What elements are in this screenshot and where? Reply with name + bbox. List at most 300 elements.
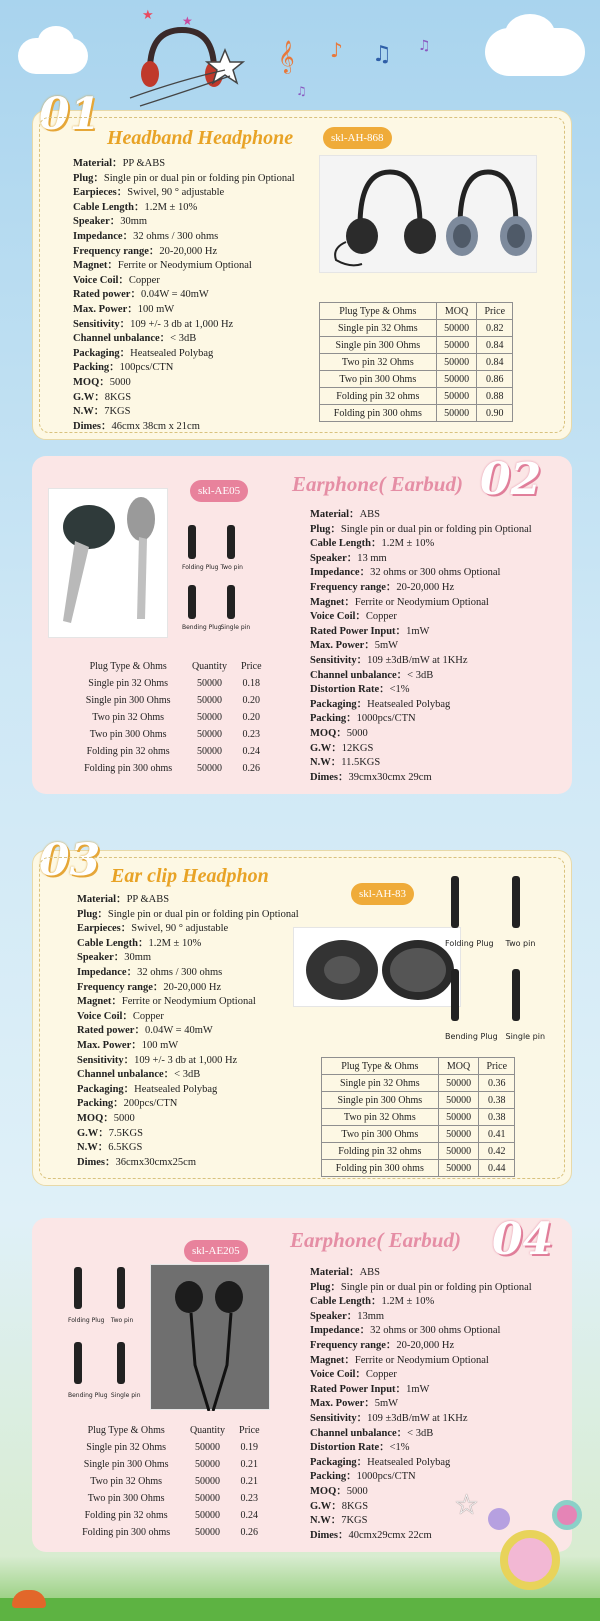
plug-icon [117, 1267, 125, 1309]
table-cell: Folding pin 300 ohms [82, 1527, 171, 1538]
spec-value: 5000 [346, 727, 368, 739]
spec-label: Packing： [310, 1471, 357, 1483]
spec-label: Sensitivity： [310, 654, 368, 666]
table-cell: 0.36 [479, 1075, 515, 1092]
spec-row [73, 303, 295, 318]
spec-label: Dimes： [77, 1156, 116, 1168]
star-icon: ★ [142, 8, 154, 23]
table-cell: Two pin 300 Ohms [320, 371, 437, 388]
spec-row [77, 1112, 299, 1127]
table-cell: 0.26 [242, 763, 261, 774]
spec-value: Ferrite or Neodymium Optional [354, 596, 489, 608]
table-cell: Two pin 300 Ohms [322, 1126, 439, 1143]
table-cell: 0.18 [242, 678, 261, 689]
spec-value: Copper [128, 274, 160, 286]
spec-value: 1.2M ± 10% [381, 538, 435, 550]
spec-row [73, 245, 295, 260]
table-cell: 50000 [194, 1442, 220, 1453]
spec-row [77, 981, 299, 996]
table-cell: 50000 [194, 1493, 220, 1504]
spec-label: Max. Power： [310, 1398, 375, 1410]
spec-value: 20-20,000 Hz [163, 981, 222, 993]
spec-row [310, 654, 532, 669]
spec-value: 13mm [357, 1310, 385, 1322]
plug-label: Two pin [505, 939, 536, 949]
table-header-cell: Plug Type & Ohms [322, 1058, 439, 1075]
plug-label: Bending Plug [68, 1392, 108, 1399]
product-title: Ear clip Headphon [111, 865, 269, 887]
spec-row [73, 259, 295, 274]
spec-row [73, 186, 295, 201]
spec-label: Magnet： [73, 260, 118, 272]
plug-icon [227, 585, 235, 619]
spec-label: Speaker： [310, 552, 358, 564]
spec-row [310, 1368, 532, 1383]
spec-row [310, 523, 532, 538]
spec-value: 8KGS [341, 1500, 369, 1512]
spec-value: Copper [365, 1369, 397, 1381]
table-cell: 50000 [438, 1160, 479, 1177]
spec-row [77, 1097, 299, 1112]
spec-value: <1% [389, 684, 410, 696]
music-note-icon: ♫ [418, 38, 431, 54]
spec-label: Impedance： [310, 1325, 371, 1337]
table-cell: Single pin 32 Ohms [320, 320, 437, 337]
product-card-04 [32, 1214, 572, 1552]
spec-value: 7KGS [104, 406, 131, 418]
spec-label: Frequency range： [310, 581, 397, 593]
spec-label: Impedance： [310, 567, 371, 579]
spec-value: Heatsealed Polybag [134, 1083, 218, 1095]
spec-value: 1.2M ± 10% [381, 1296, 435, 1308]
spec-value: 40cmx29cmx 22cm [348, 1529, 432, 1541]
table-cell: Single pin 32 Ohms [88, 678, 169, 689]
product-photo [48, 488, 168, 638]
plug-label: Single pin [220, 624, 251, 632]
table-cell: 0.90 [477, 405, 513, 422]
spec-label: Packing： [310, 713, 357, 725]
spec-row [77, 1039, 299, 1054]
plug-icon [188, 525, 196, 559]
spec-row [77, 1141, 299, 1156]
spec-label: N.W： [310, 1515, 342, 1527]
plug-icon [512, 876, 520, 928]
spec-label: Material： [310, 1267, 360, 1278]
spec-value: 30mm [124, 952, 152, 964]
table-cell: Folding pin 300 ohms [322, 1160, 439, 1177]
spec-label: Max. Power： [310, 640, 375, 652]
table-cell: 50000 [438, 1109, 479, 1126]
product-title: Earphone( Earbud) [292, 472, 463, 496]
plug-label: Folding Plug [68, 1317, 105, 1324]
table-cell: 50000 [194, 1459, 220, 1470]
spec-value: PP &ABS [122, 158, 166, 169]
table-row [322, 1126, 515, 1143]
spec-row [310, 639, 532, 654]
spec-row [310, 1456, 532, 1471]
product-photo [319, 155, 537, 273]
spec-row [73, 215, 295, 230]
table-row [70, 1439, 266, 1456]
plug-label: Single pin [110, 1392, 141, 1399]
spec-label: Material： [73, 158, 123, 169]
spec-value: 109 +/- 3 db at 1,000 Hz [130, 318, 234, 330]
spec-row [73, 361, 295, 376]
table-cell: 0.84 [477, 354, 513, 371]
table-cell: Single pin 32 Ohms [322, 1075, 439, 1092]
spec-value: ABS [359, 509, 380, 520]
spec-row [310, 1281, 532, 1296]
spec-label: Packing： [77, 1098, 124, 1110]
table-cell: Folding pin 32 ohms [322, 1143, 439, 1160]
spec-label: G.W： [310, 742, 342, 754]
product-card-02 [32, 456, 572, 794]
spec-row [73, 332, 295, 347]
model-badge: skl-AH-83 [351, 883, 414, 905]
spec-value: 32 ohms / 300 ohms [137, 966, 223, 978]
table-cell: Folding pin 32 ohms [84, 1510, 168, 1521]
spec-value: Ferrite or Neodymium Optional [117, 260, 252, 272]
table-row [72, 760, 268, 777]
table-cell: 0.24 [242, 746, 261, 757]
table-row [70, 1456, 266, 1473]
spec-row [73, 347, 295, 362]
table-row [70, 1507, 266, 1524]
spec-value: 5mW [374, 640, 399, 652]
model-badge: skl-AH-868 [323, 127, 392, 149]
spec-label: Sensitivity： [77, 1054, 135, 1066]
spec-row [310, 1412, 532, 1427]
spec-value: 13 mm [357, 552, 387, 564]
table-row [320, 371, 513, 388]
product-title: Earphone( Earbud) [290, 1228, 461, 1252]
spec-label: Frequency range： [77, 981, 164, 993]
spec-value: 100 mW [141, 1039, 179, 1051]
table-row [70, 1490, 266, 1507]
spec-label: G.W： [77, 1127, 109, 1139]
table-cell: 0.82 [477, 320, 513, 337]
table-row [72, 743, 268, 760]
spec-value: Single pin or dual pin or folding pin Optional [340, 523, 532, 535]
spec-value: ABS [359, 1267, 380, 1278]
spec-label: Sensitivity： [73, 318, 131, 330]
table-header-cell: Plug Type & Ohms [320, 303, 437, 320]
spec-row [310, 1310, 532, 1325]
table-cell: 50000 [196, 678, 222, 689]
spec-label: Rated Power Input： [310, 625, 407, 637]
spec-value: Ferrite or Neodymium Optional [354, 1354, 489, 1366]
product-title: Headband Headphone [107, 127, 294, 149]
table-row [322, 1143, 515, 1160]
spec-value: 109 ±3dB/mW at 1KHz [367, 1412, 468, 1424]
table-cell: 50000 [194, 1527, 220, 1538]
spec-row [310, 1529, 532, 1544]
spec-label: Speaker： [310, 1310, 358, 1322]
spec-value: Heatsealed Polybag [367, 1456, 451, 1468]
table-row [322, 1075, 515, 1092]
table-header-row [322, 1058, 515, 1075]
spec-row [310, 1354, 532, 1369]
mushroom-icon [12, 1590, 46, 1608]
table-header-cell: Plug Type & Ohms [87, 1425, 165, 1436]
table-cell: 0.41 [479, 1126, 515, 1143]
music-note-icon: ♫ [372, 42, 392, 67]
spec-label: Earpieces： [73, 187, 128, 199]
spec-row [310, 625, 532, 640]
spec-value: 1.2M ± 10% [144, 201, 198, 213]
spec-value: < 3dB [170, 333, 197, 345]
spec-value: < 3dB [407, 1427, 434, 1439]
spec-value: Copper [365, 611, 397, 623]
star-icon: ★ [182, 14, 193, 28]
spec-row [73, 274, 295, 289]
spec-row [310, 1324, 532, 1339]
table-row [322, 1160, 515, 1177]
spec-row [310, 1339, 532, 1354]
table-header-cell: Price [239, 1425, 260, 1436]
spec-row [310, 1266, 532, 1281]
spec-label: Cable Length： [77, 937, 149, 949]
plug-options [445, 865, 555, 1051]
spec-value: 46cmx 38cm x 21cm [111, 420, 200, 432]
table-cell: 0.20 [242, 712, 261, 723]
spec-value: 1mW [406, 1383, 430, 1395]
table-cell: 0.23 [242, 729, 261, 740]
spec-value: 0.04W = 40mW [144, 1025, 213, 1037]
spec-value: Swivel, 90 ° adjustable [131, 923, 229, 935]
table-row [322, 1092, 515, 1109]
table-header-cell: Plug Type & Ohms [89, 661, 167, 672]
table-cell: 50000 [438, 1092, 479, 1109]
plug-icon [74, 1342, 82, 1384]
table-header-cell: MOQ [436, 303, 477, 320]
spec-label: MOQ： [310, 727, 347, 739]
spec-row [77, 893, 299, 908]
plug-label: Folding Plug [445, 939, 494, 949]
table-row [322, 1109, 515, 1126]
product-card-01 [32, 89, 572, 440]
table-cell: Folding pin 300 ohms [320, 405, 437, 422]
spec-value: 7KGS [341, 1515, 368, 1527]
spec-row [310, 596, 532, 611]
spec-label: Packaging： [310, 698, 368, 710]
table-header-row [70, 1422, 266, 1439]
spec-row [77, 1010, 299, 1025]
section-number: 04 [492, 1214, 554, 1265]
table-row [320, 405, 513, 422]
plug-icon [188, 585, 196, 619]
price-table [70, 1422, 266, 1541]
spec-row [310, 610, 532, 625]
spec-label: MOQ： [73, 376, 110, 388]
spec-row [310, 581, 532, 596]
spec-label: N.W： [77, 1142, 109, 1154]
spec-label: Channel unbalance： [310, 669, 408, 681]
table-header-row [320, 303, 513, 320]
product-card-03 [32, 835, 572, 1186]
music-note-icon: ♪ [330, 38, 343, 62]
spec-value: 12KGS [341, 742, 374, 754]
spec-value: 8KGS [104, 391, 132, 403]
table-cell: Single pin 32 Ohms [86, 1442, 167, 1453]
table-cell: Two pin 300 Ohms [87, 1493, 165, 1504]
spec-value: 7.5KGS [108, 1127, 143, 1139]
spec-row [73, 201, 295, 216]
spec-row [73, 391, 295, 406]
spec-row [310, 566, 532, 581]
table-cell: 0.44 [479, 1160, 515, 1177]
spec-label: Magnet： [310, 1354, 355, 1366]
spec-label: Speaker： [77, 952, 125, 964]
spec-row [73, 288, 295, 303]
table-cell: Single pin 300 Ohms [85, 695, 171, 706]
spec-value: 200pcs/CTN [123, 1098, 178, 1110]
spec-row [310, 552, 532, 567]
table-header-cell: Price [479, 1058, 515, 1075]
spec-row [310, 669, 532, 684]
spec-label: Voice Coil： [77, 1010, 133, 1022]
circle-decoration [488, 1508, 510, 1530]
plug-options [182, 518, 252, 638]
table-cell: 0.84 [477, 337, 513, 354]
spec-value: PP &ABS [126, 894, 170, 905]
spec-label: Rated power： [73, 289, 141, 301]
plug-icon [512, 969, 520, 1021]
spec-value: 5000 [113, 1112, 135, 1124]
table-cell: 50000 [438, 1126, 479, 1143]
spec-label: Plug： [310, 523, 341, 535]
spec-value: Heatsealed Polybag [130, 347, 214, 359]
spec-value: 30mm [120, 216, 148, 228]
section-number: 03 [39, 835, 101, 886]
table-cell: Two pin 32 Ohms [92, 712, 165, 723]
spec-value: 36cmx30cmx25cm [115, 1156, 196, 1168]
table-header-cell: Quantity [191, 661, 227, 672]
spec-label: Voice Coil： [73, 274, 129, 286]
plug-icon [74, 1267, 82, 1309]
table-cell: 50000 [196, 746, 222, 757]
section-number: 01 [39, 89, 101, 140]
table-cell: 0.38 [479, 1109, 515, 1126]
cloud-right-puff [505, 14, 555, 54]
spec-label: Voice Coil： [310, 1369, 366, 1381]
spec-label: Cable Length： [73, 201, 145, 213]
spec-label: MOQ： [77, 1112, 114, 1124]
spec-value: Swivel, 90 ° adjustable [127, 187, 225, 199]
table-cell: 50000 [194, 1510, 220, 1521]
spec-value: Single pin or dual pin or folding pin Optional [107, 908, 299, 920]
spec-row [77, 1083, 299, 1098]
product-photo [293, 927, 461, 1007]
spec-label: Magnet： [77, 996, 122, 1008]
spec-row [310, 742, 532, 757]
spec-row [310, 1441, 532, 1456]
table-cell: 0.38 [479, 1092, 515, 1109]
spec-label: MOQ： [310, 1485, 347, 1497]
spec-row [310, 771, 532, 786]
table-cell: Two pin 300 Ohms [89, 729, 167, 740]
table-cell: 50000 [196, 763, 222, 774]
table-cell: 0.21 [240, 1459, 259, 1470]
spec-label: Dimes： [310, 771, 349, 783]
spec-label: Max. Power： [73, 303, 138, 315]
table-row [72, 726, 268, 743]
table-cell: 0.26 [240, 1527, 259, 1538]
spec-label: Voice Coil： [310, 611, 366, 623]
spec-value: 1.2M ± 10% [148, 937, 202, 949]
spec-list [310, 1266, 532, 1543]
spec-label: Packaging： [73, 347, 131, 359]
spec-value: Heatsealed Polybag [367, 698, 451, 710]
table-cell: 0.20 [242, 695, 261, 706]
spec-value: 32 ohms or 300 ohms Optional [370, 567, 501, 579]
table-row [320, 354, 513, 371]
spec-value: 0.04W = 40mW [140, 289, 209, 301]
spec-value: 32 ohms or 300 ohms Optional [370, 1325, 501, 1337]
spec-row [310, 1383, 532, 1398]
spec-label: Material： [77, 894, 127, 905]
plug-icon [227, 525, 235, 559]
spec-label: Frequency range： [310, 1339, 397, 1351]
spec-value: 1000pcs/CTN [356, 1471, 416, 1483]
spec-row [77, 1054, 299, 1069]
table-cell: Single pin 300 Ohms [320, 337, 437, 354]
spec-row [77, 937, 299, 952]
table-row [70, 1473, 266, 1490]
spec-row [77, 1068, 299, 1083]
spec-label: Dimes： [310, 1529, 349, 1541]
headphone-band-icon [150, 30, 214, 70]
table-cell: 0.88 [477, 388, 513, 405]
spec-value: 5mW [374, 1398, 399, 1410]
spec-row [77, 995, 299, 1010]
plug-label: Single pin [505, 1032, 546, 1042]
spec-value: Single pin or dual pin or folding pin Optional [103, 172, 295, 184]
price-table [321, 1057, 515, 1177]
spec-label: Packaging： [310, 1456, 368, 1468]
table-header-cell: Quantity [189, 1425, 225, 1436]
table-cell: 50000 [196, 695, 222, 706]
spec-row [310, 508, 532, 523]
spec-row [310, 1470, 532, 1485]
spec-label: Material： [310, 509, 360, 520]
spec-row [310, 756, 532, 771]
spec-label: Dimes： [73, 420, 112, 432]
table-row [72, 675, 268, 692]
spec-row [77, 1156, 299, 1171]
spec-label: Channel unbalance： [73, 333, 171, 345]
spec-row [73, 405, 295, 420]
spec-value: Copper [132, 1010, 164, 1022]
spec-label: Plug： [77, 908, 108, 920]
spec-list [77, 893, 299, 1170]
plug-icon [451, 969, 459, 1021]
spec-label: Rated Power Input： [310, 1383, 407, 1395]
circle-decoration [500, 1530, 560, 1590]
spec-value: 20-20,000 Hz [396, 581, 455, 593]
spec-row [77, 922, 299, 937]
spec-value: < 3dB [174, 1069, 201, 1081]
spec-label: Earpieces： [77, 923, 132, 935]
cloud-left-puff [38, 26, 74, 56]
spec-value: 20-20,000 Hz [396, 1339, 455, 1351]
spec-row [310, 683, 532, 698]
spec-row [310, 712, 532, 727]
spec-value: 100pcs/CTN [119, 362, 174, 374]
table-row [320, 337, 513, 354]
table-cell: 50000 [438, 1143, 479, 1160]
table-cell: 50000 [436, 405, 477, 422]
